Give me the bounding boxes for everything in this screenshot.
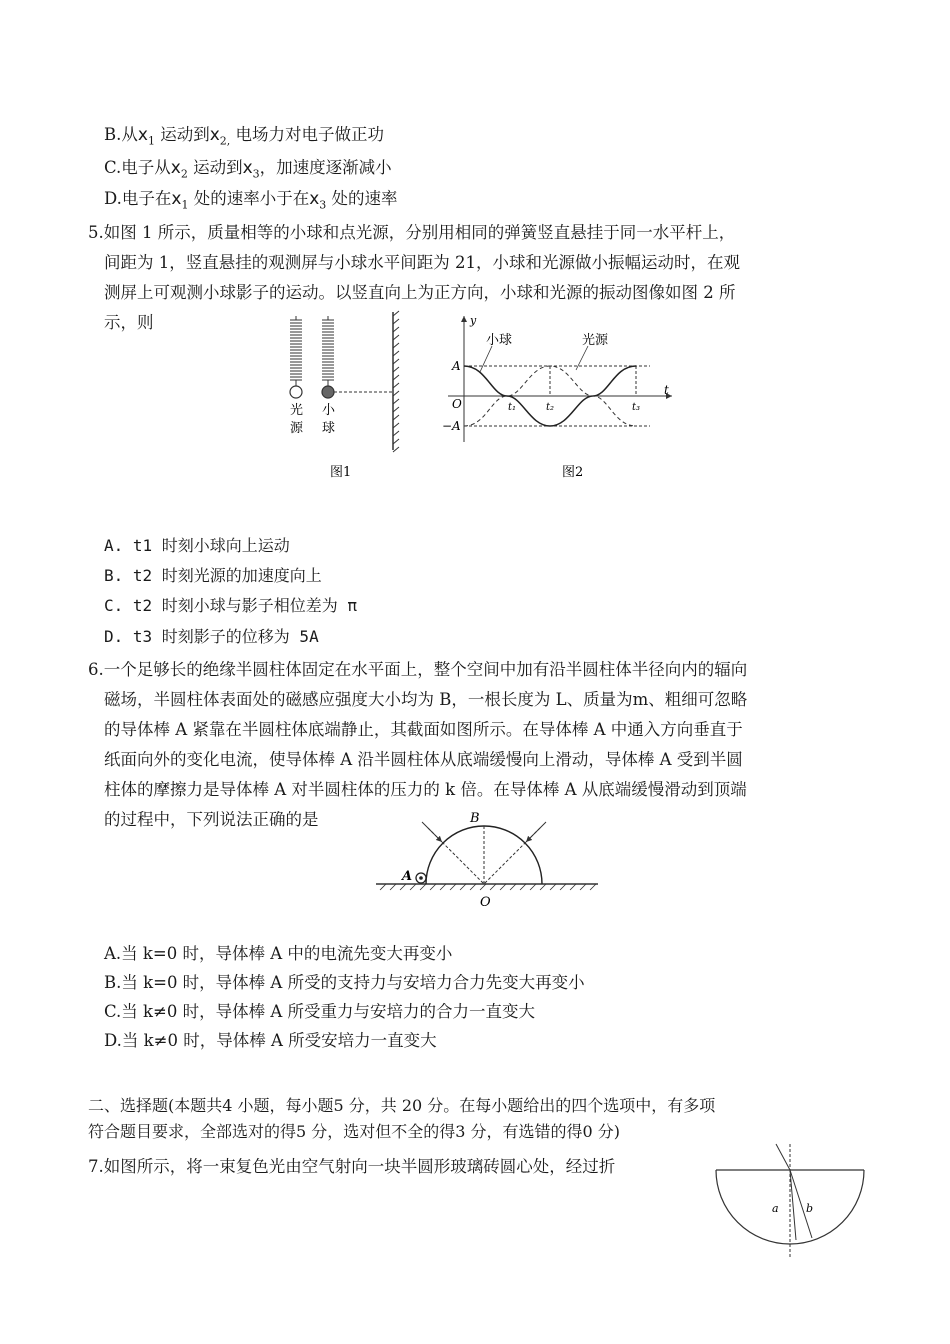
screen-icon xyxy=(393,311,399,452)
q5-line-2: 间距为 1，竖直悬挂的观测屏与小球水平间距为 21，小球和光源做小振幅运动时，在观 xyxy=(104,253,740,272)
conductor-rod-dot xyxy=(419,876,423,880)
q7-stem: 7.如图所示，将一束复色光由空气射向一块半圆形玻璃砖圆心处，经过折 xyxy=(88,1157,616,1176)
spring-ball-icon xyxy=(322,316,334,386)
q5-figure-2 xyxy=(440,310,680,490)
q6-label-a: A xyxy=(402,869,413,884)
fig2-origin: O xyxy=(452,397,462,411)
q6-option-b: B.当 k=0 时，导体棒 A 所受的支持力与安培力合力先变大再变小 xyxy=(104,973,585,992)
source-label-2: 源 xyxy=(290,421,304,436)
q6-option-a: A.当 k=0 时，导体棒 A 中的电流先变大再变小 xyxy=(104,944,453,963)
q6-line-1: 6.一个足够长的绝缘半圆柱体固定在水平面上，整个空间中加有沿半圆柱体半径向内的辐向 xyxy=(88,660,748,679)
q6-line-6: 的过程中，下列说法正确的是 xyxy=(104,810,319,829)
section-2-line-2: 符合题目要求，全部选对的得5 分，选对但不全的得3 分，有选错的得0 分) xyxy=(88,1122,621,1141)
q5-option-d: D. t3 时刻影子的位移为 5A xyxy=(104,627,319,646)
q6-line-2: 磁场，半圆柱体表面处的磁感应强度大小均为 B，一根长度为 L、质量为m、粗细可忽略 xyxy=(104,690,748,709)
q4-option-d: D.电子在$x_1$ 处的速率小于在$x_3$ 处的速率 xyxy=(104,189,398,212)
q4-option-b: B.从$x_1$ 运动到$x_{2,}$ 电场力对电子做正功 xyxy=(104,125,384,148)
q6-label-b: B xyxy=(470,811,480,826)
half-cylinder xyxy=(426,826,542,884)
ground-hatch xyxy=(380,884,596,890)
q6-label-o: O xyxy=(480,895,491,910)
section-2-heading xyxy=(88,1093,715,1145)
q5-figure-1 xyxy=(278,310,418,490)
fig2-source-label: 光源 xyxy=(582,333,609,348)
fig2-y-label: y xyxy=(470,314,477,327)
fig2-t3: t₃ xyxy=(632,402,641,413)
q5-option-b: B. t2 时刻光源的加速度向上 xyxy=(104,566,322,585)
q5-line-1: 5.如图 1 所示，质量相等的小球和点光源，分别用相同的弹簧竖直悬挂于同一水平杆上， xyxy=(88,223,736,242)
figure-2-caption: 图2 xyxy=(562,465,584,480)
fig2-t-label: t xyxy=(664,383,669,397)
fig2-t1: t₁ xyxy=(508,402,517,413)
ball-label-1: 小 xyxy=(322,403,336,418)
figure-1-caption: 图1 xyxy=(330,465,352,480)
q6-line-5: 柱体的摩擦力是导体棒 A 对半圆柱体的压力的 k 倍。在导体棒 A 从底端缓慢滑动到顶端 xyxy=(104,780,747,799)
ball-label-2: 球 xyxy=(322,421,336,436)
q5-line-3: 测屏上可观测小球影子的运动。以竖直向上为正方向，小球和光源的振动图像如图 2 所 xyxy=(104,283,736,302)
q5-line-4: 示，则 xyxy=(104,313,154,332)
q6-figure xyxy=(372,806,602,916)
ball-label-pointer xyxy=(480,346,492,372)
incident-ray xyxy=(776,1144,790,1170)
q7-label-b: b xyxy=(806,1202,814,1215)
light-source-icon xyxy=(290,386,302,398)
spring-source-icon xyxy=(290,316,302,386)
q6-line-3: 的导体棒 A 紧靠在半圆柱体底端静止，其截面如图所示。在导体棒 A 中通入方向垂直于 xyxy=(104,720,743,739)
section-2-line-1: 二、选择题(本题共4 小题，每小题5 分，共 20 分。在每小题给出的四个选项中，有多项 xyxy=(88,1096,716,1115)
q4-option-c: C.电子从$x_2$ 运动到$x_3$，加速度逐渐减小 xyxy=(104,158,392,181)
q5-option-c: C. t2 时刻小球与影子相位差为 π xyxy=(104,596,358,615)
q6-option-d: D.当 k≠0 时，导体棒 A 所受安培力一直变大 xyxy=(104,1031,437,1050)
fig2-a-pos: A xyxy=(452,359,461,373)
source-label-1: 光 xyxy=(290,403,304,418)
ball-icon xyxy=(322,386,334,398)
q6-line-4: 纸面向外的变化电流，使导体棒 A 沿半圆柱体从底端缓慢向上滑动，导体棒 A 受到半圆 xyxy=(104,750,743,769)
q7-label-a: a xyxy=(772,1202,779,1215)
fig2-ball-label: 小球 xyxy=(486,333,513,348)
fig2-t2: t₂ xyxy=(546,402,555,413)
left-field-arrow xyxy=(422,822,442,842)
q6-option-c: C.当 k≠0 时，导体棒 A 所受重力与安培力的合力一直变大 xyxy=(104,1002,535,1021)
fig2-a-neg: −A xyxy=(442,419,461,433)
q5-option-a: A. t1 时刻小球向上运动 xyxy=(104,536,290,555)
q7-figure xyxy=(710,1140,870,1260)
right-field-arrow xyxy=(526,822,546,842)
